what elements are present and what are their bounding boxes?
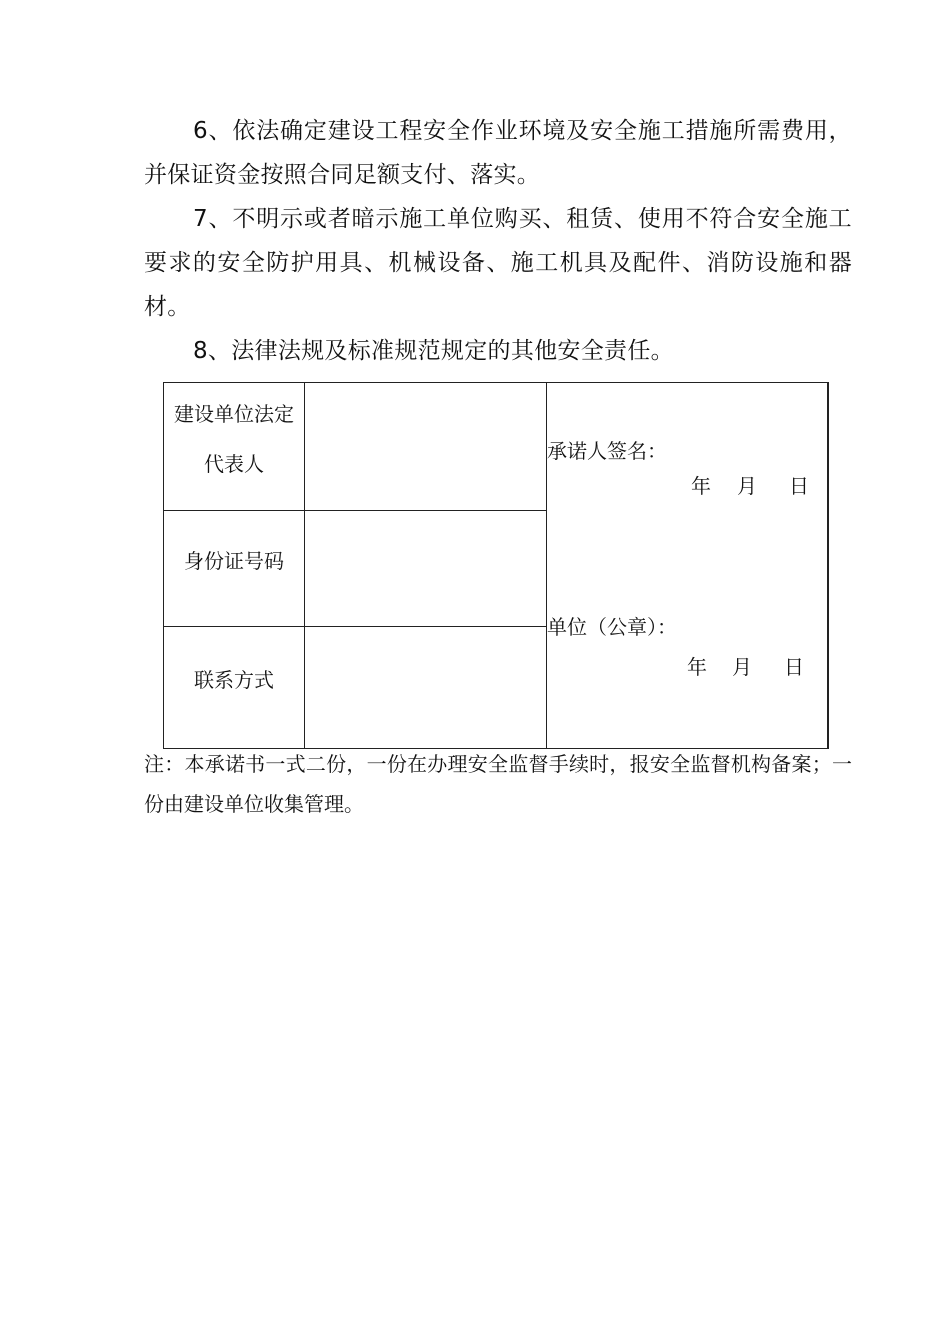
contact-label: 联系方式 [194, 668, 274, 692]
clause-6: 6、依法确定建设工程安全作业环境及安全施工措施所需费用，并保证资金按照合同足额支付、落实。 [144, 118, 852, 188]
legal-representative-label: 建设单位法定 代表人 [174, 402, 294, 476]
id-number-label: 身份证号码 [184, 549, 284, 573]
seal-date: 年 月 日 [687, 655, 804, 679]
clause-8: 8、法律法规及标准规范规定的其他安全责任。 [193, 338, 674, 364]
commitment-table [163, 382, 829, 749]
contact-value[interactable] [305, 627, 546, 749]
clause-7: 7、不明示或者暗示施工单位购买、租赁、使用不符合安全施工要求的安全防护用具、机械设备、施工机具及配件、消防设施和器材。 [144, 206, 852, 320]
signature-date: 年 月 日 [691, 474, 809, 498]
id-number-value[interactable] [305, 511, 546, 626]
seal-label: 单位（公章）： [547, 615, 677, 639]
footnote: 注：本承诺书一式二份，一份在办理安全监督手续时，报安全监督机构备案；一份由建设单位收集管理。 [144, 752, 852, 816]
legal-representative-value[interactable] [305, 383, 546, 510]
signature-label: 承诺人签名： [547, 439, 667, 463]
